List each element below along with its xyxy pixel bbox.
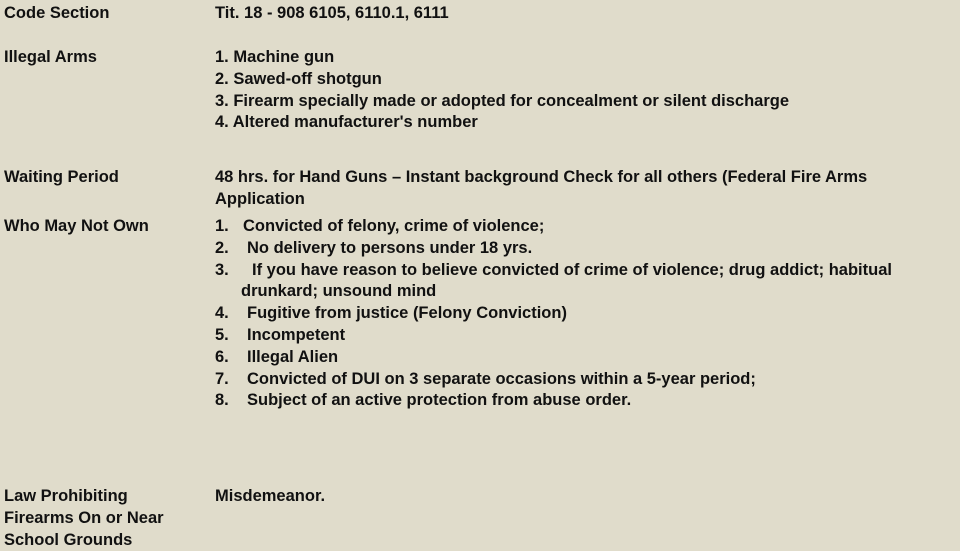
- value-waiting-period: [215, 167, 960, 211]
- list-text: Convicted of DUI on 3 separate occasions within a 5-year period;: [247, 369, 756, 388]
- list-number: 8.: [215, 391, 229, 410]
- list-number: 4.: [215, 304, 229, 323]
- label-illegal-arms: Illegal Arms: [4, 48, 97, 66]
- label-who-may-not-own: Who May Not Own: [4, 217, 149, 235]
- list-item: [215, 325, 960, 347]
- list-text: Fugitive from justice (Felony Conviction): [247, 304, 567, 323]
- waiting-period-line: 48 hrs. for Hand Guns – Instant background Check for all others (Federal Fire Arms: [215, 168, 868, 186]
- list-number: 6.: [215, 347, 229, 366]
- list-item: [215, 347, 960, 369]
- list-text: No delivery to persons under 18 yrs.: [247, 238, 533, 257]
- list-item: [215, 303, 960, 325]
- list-number: 7.: [215, 369, 229, 388]
- list-text: Subject of an active protection from abuse order.: [247, 391, 632, 410]
- list-item: [215, 238, 960, 260]
- list-item: [215, 260, 960, 304]
- illegal-arms-item: 3. Firearm specially made or adopted for concealment or silent discharge: [215, 91, 790, 110]
- illegal-arms-item: 4. Altered manufacturer's number: [215, 113, 478, 132]
- value-school-grounds: Misdemeanor.: [215, 487, 326, 505]
- label-line: Firearms On or Near: [4, 508, 164, 527]
- list-item: [215, 369, 960, 391]
- list-item: [215, 390, 960, 412]
- label-school-grounds: [4, 486, 204, 551]
- waiting-period-line: Application: [215, 189, 305, 208]
- list-number: 3.: [215, 260, 229, 279]
- list-number: 1.: [215, 217, 229, 235]
- list-text: Incompetent: [247, 325, 346, 344]
- illegal-arms-item: 1. Machine gun: [215, 48, 335, 66]
- list-item: [215, 216, 960, 238]
- label-line: School Grounds: [4, 530, 133, 549]
- list-number: 2.: [215, 238, 229, 257]
- list-text: Illegal Alien: [247, 347, 339, 366]
- list-text: If you have reason to believe convicted of crime of violence; drug addict; habitual: [252, 260, 892, 279]
- value-code-section: Tit. 18 - 908 6105, 6110.1, 6111: [215, 4, 449, 22]
- illegal-arms-item: 2. Sawed-off shotgun: [215, 69, 382, 88]
- illegal-arms-list: [215, 47, 960, 134]
- label-line: Law Prohibiting: [4, 487, 128, 505]
- label-code-section: Code Section: [4, 4, 110, 22]
- list-text: Convicted of felony, crime of violence;: [243, 217, 545, 235]
- label-waiting-period: Waiting Period: [4, 168, 119, 186]
- list-text-continued: drunkard; unsound mind: [241, 282, 437, 301]
- list-number: 5.: [215, 325, 229, 344]
- who-may-not-own-list: [215, 216, 960, 412]
